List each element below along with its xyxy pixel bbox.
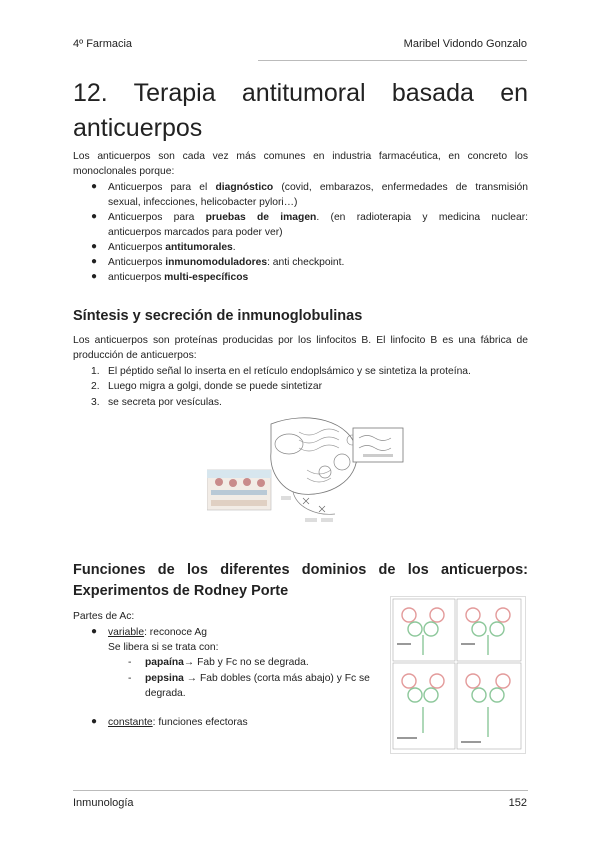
footer-subject: Inmunología <box>73 797 134 809</box>
antibody-synthesis-figure <box>207 412 407 530</box>
section-heading-functions-line2: Experimentos de Rodney Porte <box>73 583 289 599</box>
page-number: 152 <box>508 797 527 809</box>
step-item: se secreta por vesículas. <box>108 397 222 408</box>
step-item: El péptido señal lo inserta en el retículo endoplsámico y se sintetiza la proteína. <box>108 366 471 377</box>
footer-rule <box>73 790 528 791</box>
step-number: 2. <box>91 381 100 392</box>
dash-icon: - <box>128 673 132 684</box>
dash-icon: - <box>128 657 132 668</box>
list-item: Anticuerpos antitumorales. <box>108 242 236 253</box>
list-item: Anticuerpos inmunomoduladores: anti checkpoint. <box>108 257 345 268</box>
list-item-cont: anticuerpos marcados para poder ver) <box>108 227 283 238</box>
bullet-icon: ● <box>91 256 98 267</box>
page-title-line2: anticuerpos <box>73 114 203 142</box>
bullet-icon: ● <box>91 211 98 222</box>
list-item-constante: constante: funciones efectoras <box>108 717 248 728</box>
bullet-icon: ● <box>91 241 98 252</box>
list-item: anticuerpos multi-específicos <box>108 272 249 283</box>
header-rule <box>258 60 527 61</box>
list-item: Anticuerpos para el diagnóstico (covid, embarazos, enfermedades de transmisión <box>108 182 528 193</box>
header-author: Maribel Vidondo Gonzalo <box>403 38 527 50</box>
variable-subtext: Se libera si se trata con: <box>108 642 219 653</box>
list-item-cont: sexual, infecciones, helicobacter pylori…) <box>108 197 298 208</box>
page-title: 12. Terapia antitumoral basada en <box>73 79 528 107</box>
synthesis-paragraph: Los anticuerpos son proteínas producidas por los linfocitos B. El linfocito B es una fábrica de producción de anticuerpos: <box>73 335 528 361</box>
bullet-icon: ● <box>91 626 98 637</box>
sub-item-pepsina-cont: degrada. <box>145 688 186 699</box>
parts-label: Partes de Ac: <box>73 611 135 622</box>
section-heading-synthesis: Síntesis y secreción de inmunoglobulinas <box>73 308 363 324</box>
list-item: Anticuerpos para pruebas de imagen. (en radioterapia y medicina nuclear: <box>108 212 529 223</box>
header-course: 4º Farmacia <box>73 38 133 50</box>
porter-experiment-figure <box>390 596 526 754</box>
step-number: 1. <box>91 366 100 377</box>
bullet-icon: ● <box>91 271 98 282</box>
intro-paragraph: Los anticuerpos son cada vez más comunes en industria farmacéutica, en concreto los monoclonales porque: <box>73 151 528 177</box>
sub-item-papaina: papaína→ Fab y Fc no se degrada. <box>145 657 309 668</box>
sub-item-pepsina: pepsina → Fab dobles (corta más abajo) y Fc se <box>145 673 370 684</box>
list-item-variable: variable: reconoce Ag <box>108 627 208 638</box>
section-heading-functions: Funciones de los diferentes dominios de los anticuerpos: <box>73 562 528 578</box>
step-number: 3. <box>91 397 100 408</box>
step-item: Luego migra a golgi, donde se puede sintetizar <box>108 381 323 392</box>
bullet-icon: ● <box>91 181 98 192</box>
bullet-icon: ● <box>91 716 98 727</box>
